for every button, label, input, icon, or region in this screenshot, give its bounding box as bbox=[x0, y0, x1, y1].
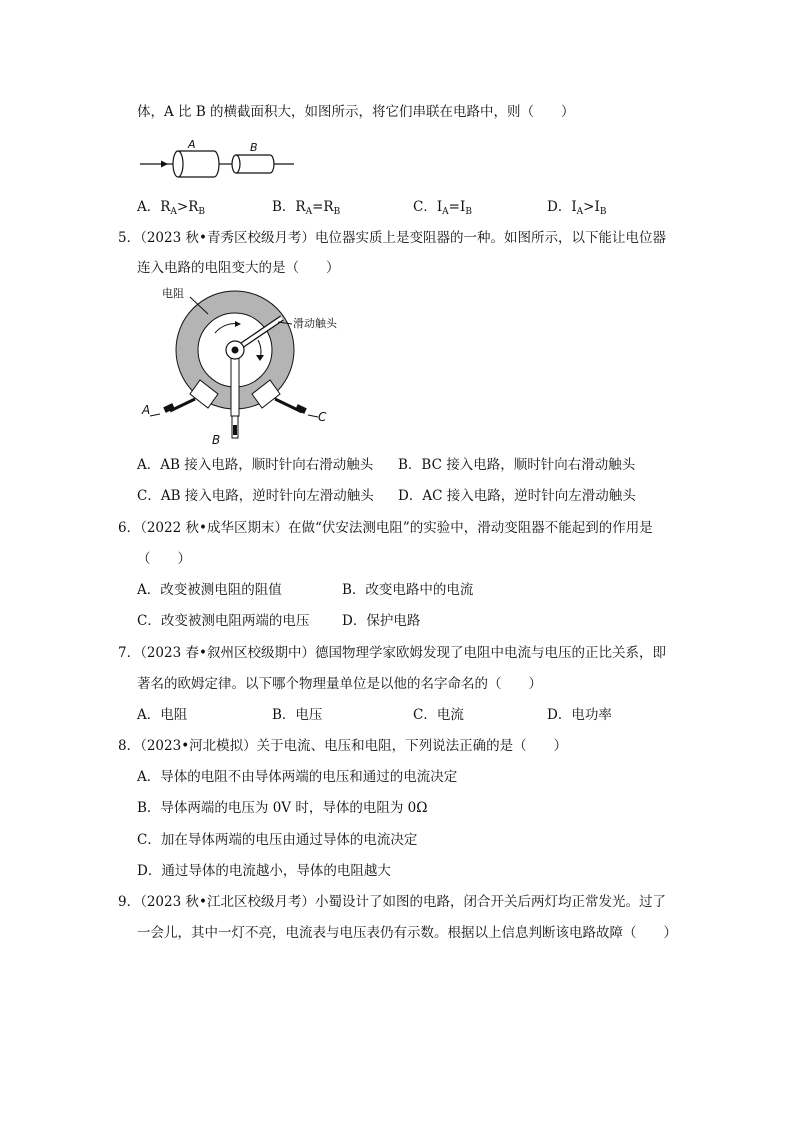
q8-option-b[interactable]: B．导体两端的电压为 0V 时，导体的电阻为 0Ω bbox=[137, 800, 428, 816]
q8-option-d[interactable]: D．通过导体的电流越小，导体的电阻越大 bbox=[137, 863, 391, 879]
q5-stem-line1: 5．（2023 秋•青秀区校级月考）电位器实质上是变阻器的一种。如图所示，以下能让电位器 bbox=[118, 230, 666, 246]
q4-label-a: A bbox=[188, 138, 196, 151]
q7-option-d[interactable]: D．电功率 bbox=[547, 707, 612, 723]
q4-figure-conductors bbox=[138, 138, 298, 182]
q5-label-c: C bbox=[318, 410, 327, 424]
q7-option-a[interactable]: A．电阻 bbox=[137, 707, 188, 723]
q5-option-a[interactable]: A．AB 接入电路，顺时针向右滑动触头 bbox=[137, 457, 374, 473]
q5-label-a: A bbox=[142, 403, 151, 417]
q8-option-c[interactable]: C．加在导体两端的电压由通过导体的电流决定 bbox=[137, 832, 418, 848]
q6-option-a[interactable]: A．改变被测电阻的阻值 bbox=[137, 582, 282, 598]
q8-option-a[interactable]: A．导体的电阻不由导体两端的电压和通过的电流决定 bbox=[137, 769, 458, 785]
q6-option-d[interactable]: D．保护电路 bbox=[342, 613, 421, 629]
q5-figure-potentiometer bbox=[140, 284, 340, 446]
q9-stem-line1: 9．（2023 秋•江北区校级月考）小蜀设计了如图的电路，闭合开关后两灯均正常发光。过了 bbox=[118, 894, 666, 910]
q4-option-d[interactable]: D．$I_A>I_B$ bbox=[547, 199, 607, 217]
q7-stem-line1: 7．（2023 春•叙州区校级期中）德国物理学家欧姆发现了电阻中电流与电压的正比关系，即 bbox=[118, 645, 666, 661]
q6-option-b[interactable]: B．改变电路中的电流 bbox=[342, 582, 474, 598]
q6-option-c[interactable]: C．改变被测电阻两端的电压 bbox=[137, 613, 310, 629]
q5-option-c[interactable]: C．AB 接入电路，逆时针向左滑动触头 bbox=[137, 488, 374, 504]
q4-label-b: B bbox=[250, 141, 258, 154]
q4-option-a[interactable]: A．$R_A>R_B$ bbox=[137, 199, 206, 217]
q5-label-b: B bbox=[212, 433, 221, 446]
q4-option-b[interactable]: B．$R_A=R_B$ bbox=[272, 199, 341, 217]
q7-option-b[interactable]: B．电压 bbox=[272, 707, 323, 723]
q6-stem-line2: （ ） bbox=[137, 551, 191, 567]
q5-option-d[interactable]: D．AC 接入电路，逆时针向左滑动触头 bbox=[398, 488, 636, 504]
q7-stem-line2: 著名的欧姆定律。以下哪个物理量单位是以他的名字命名的（ ） bbox=[137, 676, 542, 692]
q9-stem-line2: 一会儿，其中一灯不亮，电流表与电压表仍有示数。根据以上信息判断该电路故障（ ） bbox=[137, 925, 677, 941]
q7-option-c[interactable]: C．电流 bbox=[413, 707, 464, 723]
q5-stem-line2: 连入电路的电阻变大的是（ ） bbox=[137, 260, 340, 276]
q8-stem-line1: 8．（2023•河北模拟）关于电流、电压和电阻，下列说法正确的是（ ） bbox=[118, 738, 568, 754]
q4-stem-tail: 体，A 比 B 的横截面积大，如图所示，将它们串联在电路中，则（ ） bbox=[137, 104, 575, 120]
q5-option-b[interactable]: B．BC 接入电路，顺时针向右滑动触头 bbox=[398, 457, 636, 473]
q6-stem-line1: 6．（2022 秋•成华区期末）在做“伏安法测电阻”的实验中，滑动变阻器不能起到的作用是 bbox=[118, 520, 653, 536]
q5-label-resistor: 电阻 bbox=[162, 287, 184, 300]
q4-option-c[interactable]: C．$I_A=I_B$ bbox=[413, 199, 472, 217]
q5-label-slider: 滑动触头 bbox=[293, 317, 337, 330]
